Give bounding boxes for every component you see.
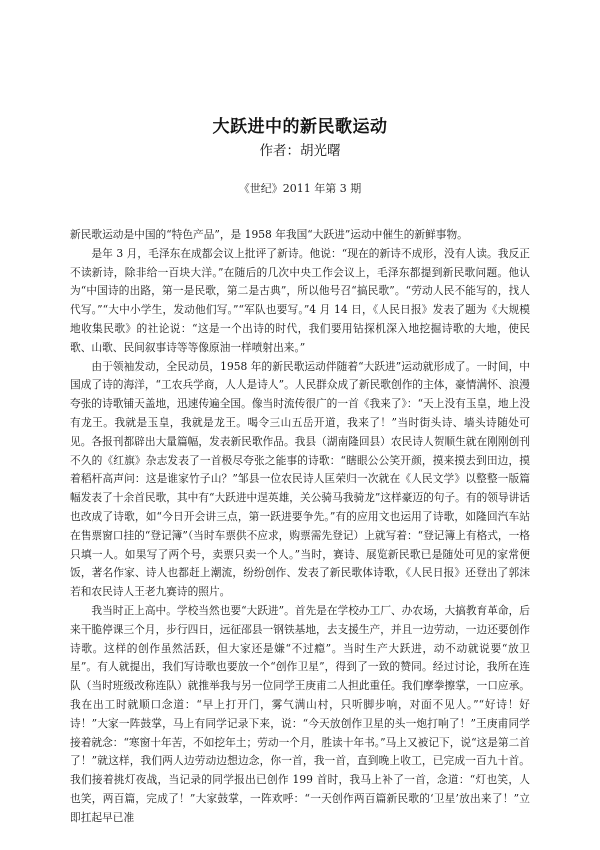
article-body (70, 226, 530, 828)
paragraph: 我当时正上高中。学校当然也要“大跃进”。首先是在学校办工厂、办农场，大搞教育革命，后来干脆停课三个月，步行四日，远征邵县一钢铁基地，去支援生产，并且一边劳动，一边还要创作诗歌。这样的创作虽然活跃，但大家还是嫌“不过瘾”。当时生产大跃进，动不动就说要“放卫星”。有人就提出，我们写诗歌也要放一个“创作卫星”，得到了一致的赞同。经过讨论，我所在连队（当时班级改称连队）就推举我与另一位同学王庚甫二人担此重任。我们摩拳擦掌，一口应承。我在出工时就顺口念道：“早上打开门，雾气满山村，只听脚步响，对面不见人。”“好诗！好诗！”大家一阵鼓掌，马上有同学记录下来，说：“今天放创作卫星的头一炮打响了！”王庚甫同学接着就念：“寒窗十年苦，不如挖年土；劳动一个月，胜读十年书。”马上又被记下，说“这是第二首了！”就这样，我们两人边劳动边想边念，你一首，我一首，直到晚上收工，已完成一百九十首。我们接着挑灯夜战，当记录的同学报出已创作 199 首时，我马上补了一首，念道：“灯也笑，人也笑，两百篇，完成了！”大家鼓掌，一阵欢呼：“一天创作两百篇新民歌的‘卫星’放出来了！”立即扛起早已准 (70, 603, 530, 824)
paragraph: 新民歌运动是中国的“特色产品”，是 1958 年我国“大跃进”运动中催生的新鲜事物。 (70, 228, 468, 241)
paragraph: 由于领袖发动，全民动员，1958 年的新民歌运动伴随着“大跃进”运动就形成了。一时间，中国成了诗的海洋，“工农兵学商，人人是诗人”。人民群众成了新民歌创作的主体，豪情满怀、浪漫夸张的诗歌铺天盖地，迅速传遍全国。像当时流传很广的一首《我来了》：“天上没有玉皇，地上没有龙王。我就是玉皇，我就是龙王。喝令三山五岳开道，我来了！”当时街头诗、墙头诗随处可见。各报刊都辟出大量篇幅，发表新民歌作品。我县（湖南隆回县）农民诗人贺顺生就在刚刚创刊不久的《红旗》杂志发表了一首极尽夸张之能事的诗歌：“瞎眼公公笑开颜，摸来摸去到田边，摸着稻杆高声问：这是谁家竹子山？”邹县一位农民诗人匡荣归一次就在《人民文学》以整整一版篇幅发表了十余首民歌，其中有“大跃进中逞英雄，关公骑马我骑龙”这样豪迈的句子。有的领导讲话也改成了诗歌，如“今日开会讲三点，第一跃进要争先。”有的应用文也运用了诗歌，如隆回汽车站在售票窗口挂的“登记簿”（当时车票供不应求，购票需先登记）上就写着：“登记簿上有格式，一格只填一人。如果写了两个号，卖票只卖一个人。”当时，赛诗、展览新民歌已是随处可见的家常便饭，著名作家、诗人也都赶上潮流，纷纷创作、发表了新民歌体诗歌，《人民日报》还登出了郭沫若和农民诗人王老九赛诗的照片。 (70, 359, 530, 599)
article-title: 大跃进中的新民歌运动 (212, 117, 388, 137)
paragraph: 是年 3 月，毛泽东在成都会议上批评了新诗。他说：“现在的新诗不成形，没有人读。我反正不读新诗，除非给一百块大洋。”在随后的几次中央工作会议上，毛泽东都提到新民歌问题。他认为“中国诗的出路，第一是民歌，第二是古典”，所以他号召“搞民歌”。“劳动人民不能写的，找人代写。”“大中小学生，发动他们写。”“军队也要写。”4 月 14 日，《人民日报》发表了题为《大规模地收集民歌》的社论说：“这是一个出诗的时代，我们要用钻探机深入地挖掘诗歌的大地，使民歌、山歌、民间叙事诗等等像原油一样喷射出来。” (70, 246, 530, 354)
article-author: 作者：胡光曙 (259, 143, 341, 159)
article-source: 《世纪》2011 年第 3 期 (238, 182, 362, 195)
